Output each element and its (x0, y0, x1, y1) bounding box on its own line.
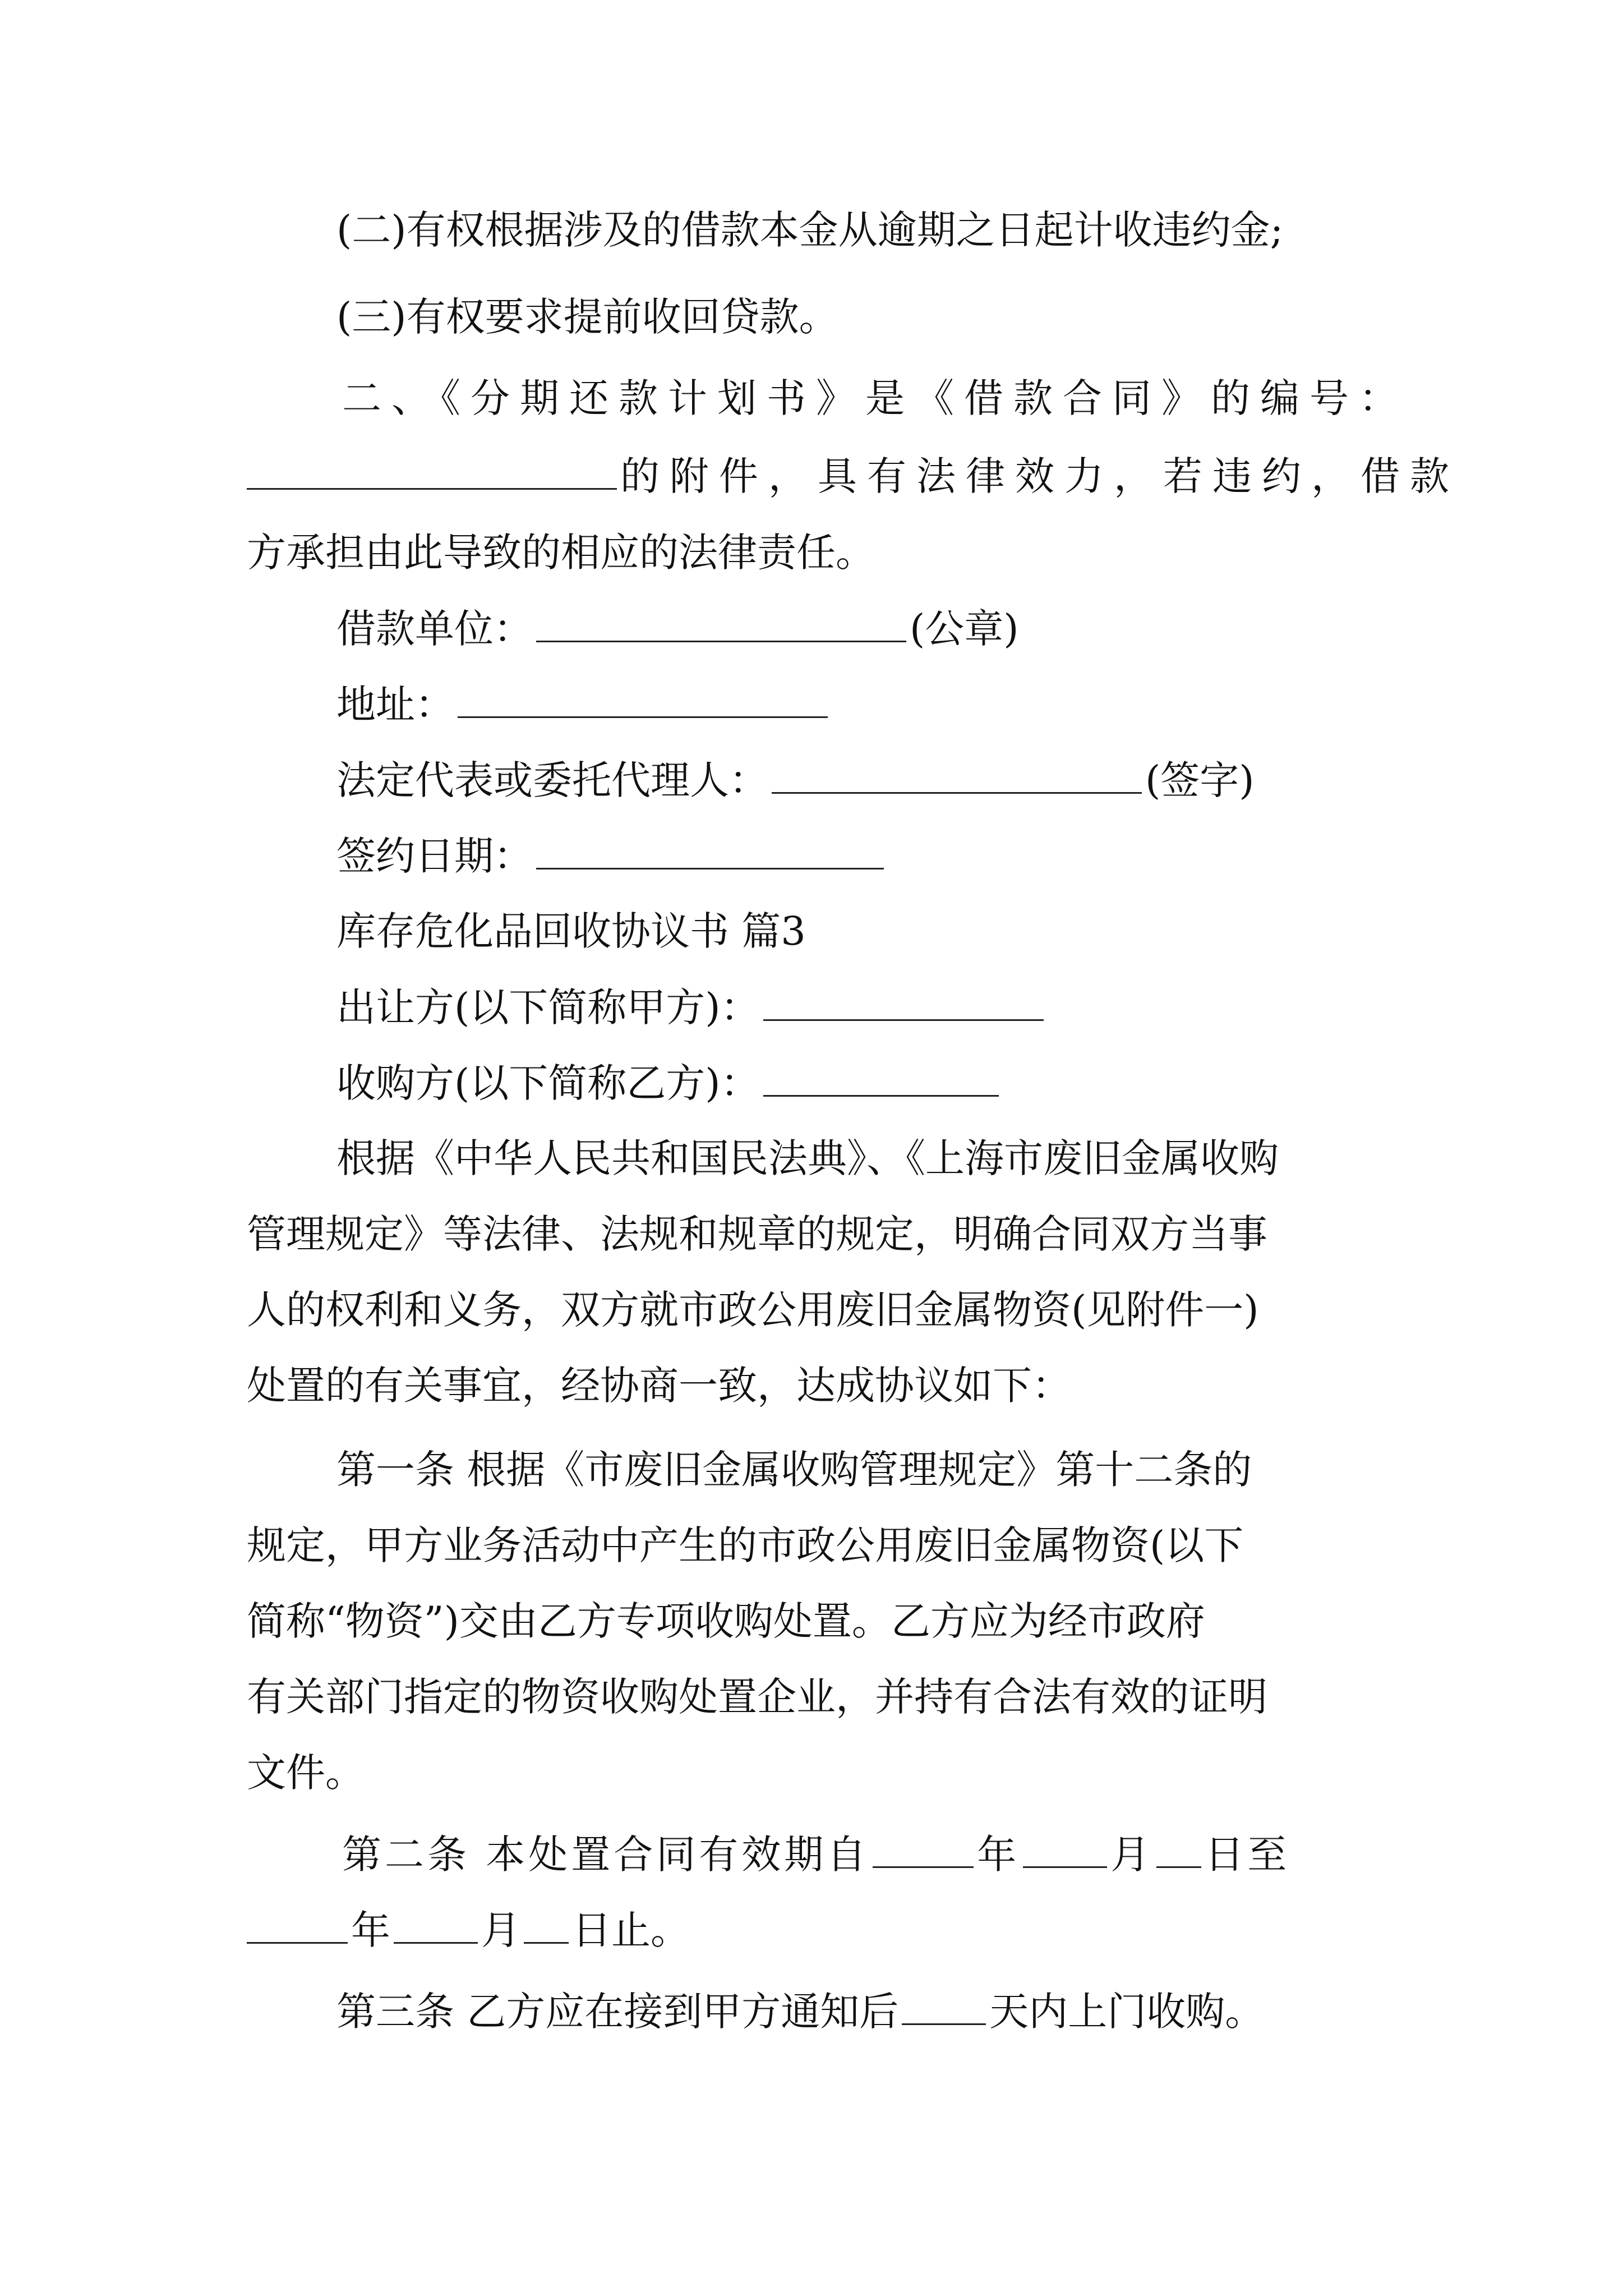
paragraph-line: 处置的有关事宜，经协商一致，达成协议如下： (247, 1363, 1071, 1409)
transferor-blank[interactable] (763, 979, 1044, 1021)
borrower-unit-blank[interactable] (536, 600, 906, 642)
article-one-line: 规定，甲方业务活动中产生的市政公用废旧金属物资(以下 (247, 1522, 1244, 1568)
article-two-line: 第二条 本处置合同有效期自 年 月 日至 (342, 1826, 1290, 1883)
article-three-line: 第三条 乙方应在接到甲方通知后 天内上门收购。 (336, 1983, 1264, 2040)
days-blank[interactable] (902, 1983, 986, 2025)
attachment-line: 的附件，具有法律效力，若违约，借款 (247, 448, 1459, 504)
purchaser-field: 收购方(以下简称乙方)： (336, 1055, 1002, 1111)
sign-date-blank[interactable] (536, 827, 884, 869)
clause-item-2: (二)有权根据涉及的借款本金从逾期之日起计收违约金; (336, 207, 1284, 253)
contract-number-blank[interactable] (247, 448, 617, 490)
paragraph-line: 人的权利和义务，双方就市政公用废旧金属物资(见附件一) (247, 1287, 1259, 1333)
paragraph-line: 管理规定》等法律、法规和规章的规定，明确合同双方当事 (247, 1211, 1267, 1257)
clause-item-3: (三)有权要求提前收回贷款。 (336, 294, 838, 340)
article-one-line: 第一条 根据《市废旧金属收购管理规定》第十二条的 (336, 1447, 1252, 1493)
start-day-blank[interactable] (1156, 1826, 1201, 1868)
purchaser-blank[interactable] (763, 1055, 999, 1097)
address-field: 地址： (336, 676, 831, 733)
paragraph-line: 根据《中华人民共和国民法典》、《上海市废旧金属收购 (336, 1135, 1279, 1181)
borrower-unit-field: 借款单位： (公章) (336, 600, 1019, 657)
liability-line: 方承担由此导致的相应的法律责任。 (247, 530, 875, 576)
sign-date-field: 签约日期： (336, 827, 887, 884)
address-blank[interactable] (458, 676, 828, 718)
article-one-line: 简称“物资”)交由乙方专项收购处置。乙方应为经市政府 (247, 1598, 1205, 1644)
article-one-line: 有关部门指定的物资收购处置企业，并持有合法有效的证明 (247, 1674, 1267, 1720)
article-two-line: 年 月 日止。 (247, 1902, 690, 1958)
article-one-line: 文件。 (247, 1750, 365, 1796)
end-month-blank[interactable] (394, 1902, 478, 1944)
representative-field: 法定代表或委托代理人： (签字) (336, 752, 1255, 808)
transferor-field: 出让方(以下简称甲方)： (336, 979, 1047, 1036)
end-day-blank[interactable] (524, 1902, 569, 1944)
start-year-blank[interactable] (873, 1826, 974, 1868)
end-year-blank[interactable] (247, 1902, 348, 1944)
agreement-title: 库存危化品回收协议书 篇3 (336, 908, 806, 954)
start-month-blank[interactable] (1023, 1826, 1107, 1868)
section-two-heading: 二、《分期还款计划书》是《借款合同》的编号： (342, 375, 1408, 421)
representative-blank[interactable] (772, 752, 1142, 794)
